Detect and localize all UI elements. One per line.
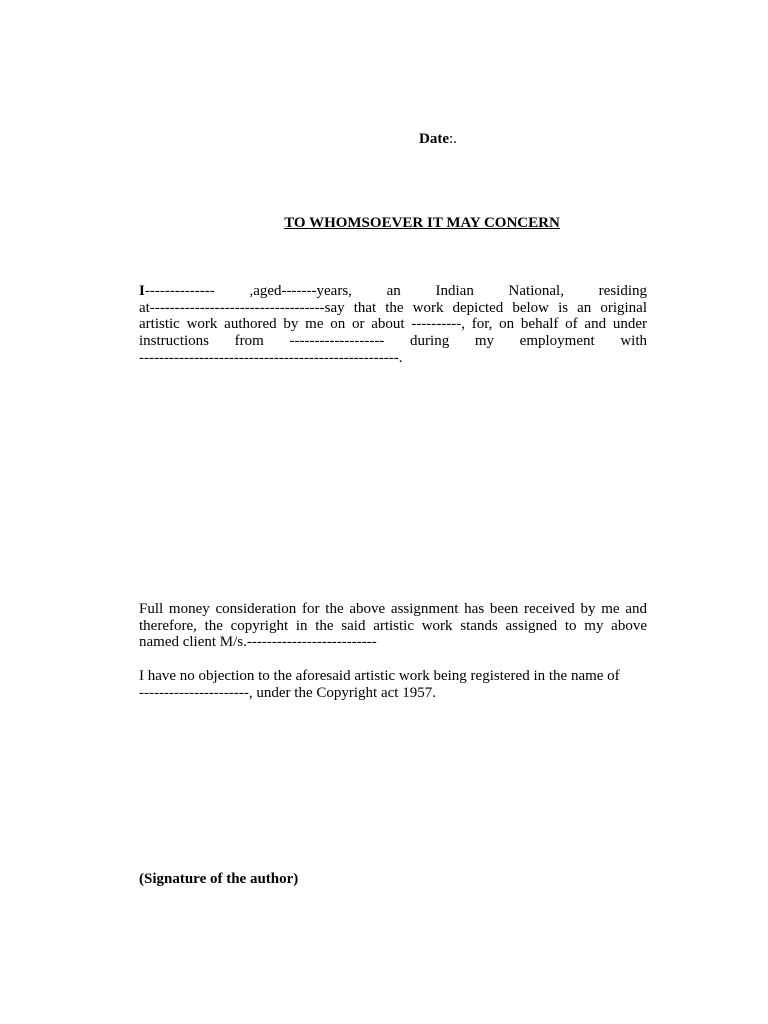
declaration-line-text: -------------- ,aged-------years, an Indian National, residing xyxy=(144,283,647,299)
date-suffix: :. xyxy=(449,131,457,147)
no-objection-paragraph xyxy=(139,668,647,701)
declaration-paragraph xyxy=(139,283,647,367)
date-label: Date xyxy=(419,131,449,147)
declaration-line: ----------------------------------------------------. xyxy=(139,349,403,366)
signature-label: (Signature of the author) xyxy=(139,871,299,887)
no-objection-line: I have no objection to the aforesaid artistic work being registered in the name of xyxy=(139,668,620,684)
document-title: TO WHOMSOEVER IT MAY CONCERN xyxy=(284,215,560,231)
consideration-paragraph xyxy=(139,601,647,651)
declaration-line: artistic work authored by me on or about ----------, for, on behalf of and under xyxy=(139,316,647,333)
no-objection-line: ----------------------, under the Copyright act 1957. xyxy=(139,684,436,701)
declaration-lead: I xyxy=(139,283,145,299)
consideration-line: therefore, the copyright in the said artistic work stands assigned to my above xyxy=(139,617,647,634)
consideration-line: named client M/s.-------------------------- xyxy=(139,634,377,651)
declaration-line xyxy=(139,283,647,300)
declaration-line: instructions from ------------------- during my employment with xyxy=(139,333,647,350)
date-line xyxy=(419,131,457,148)
declaration-line: at-----------------------------------say that the work depicted below is an original xyxy=(139,299,647,316)
consideration-line: Full money consideration for the above assignment has been received by me and xyxy=(139,601,647,617)
